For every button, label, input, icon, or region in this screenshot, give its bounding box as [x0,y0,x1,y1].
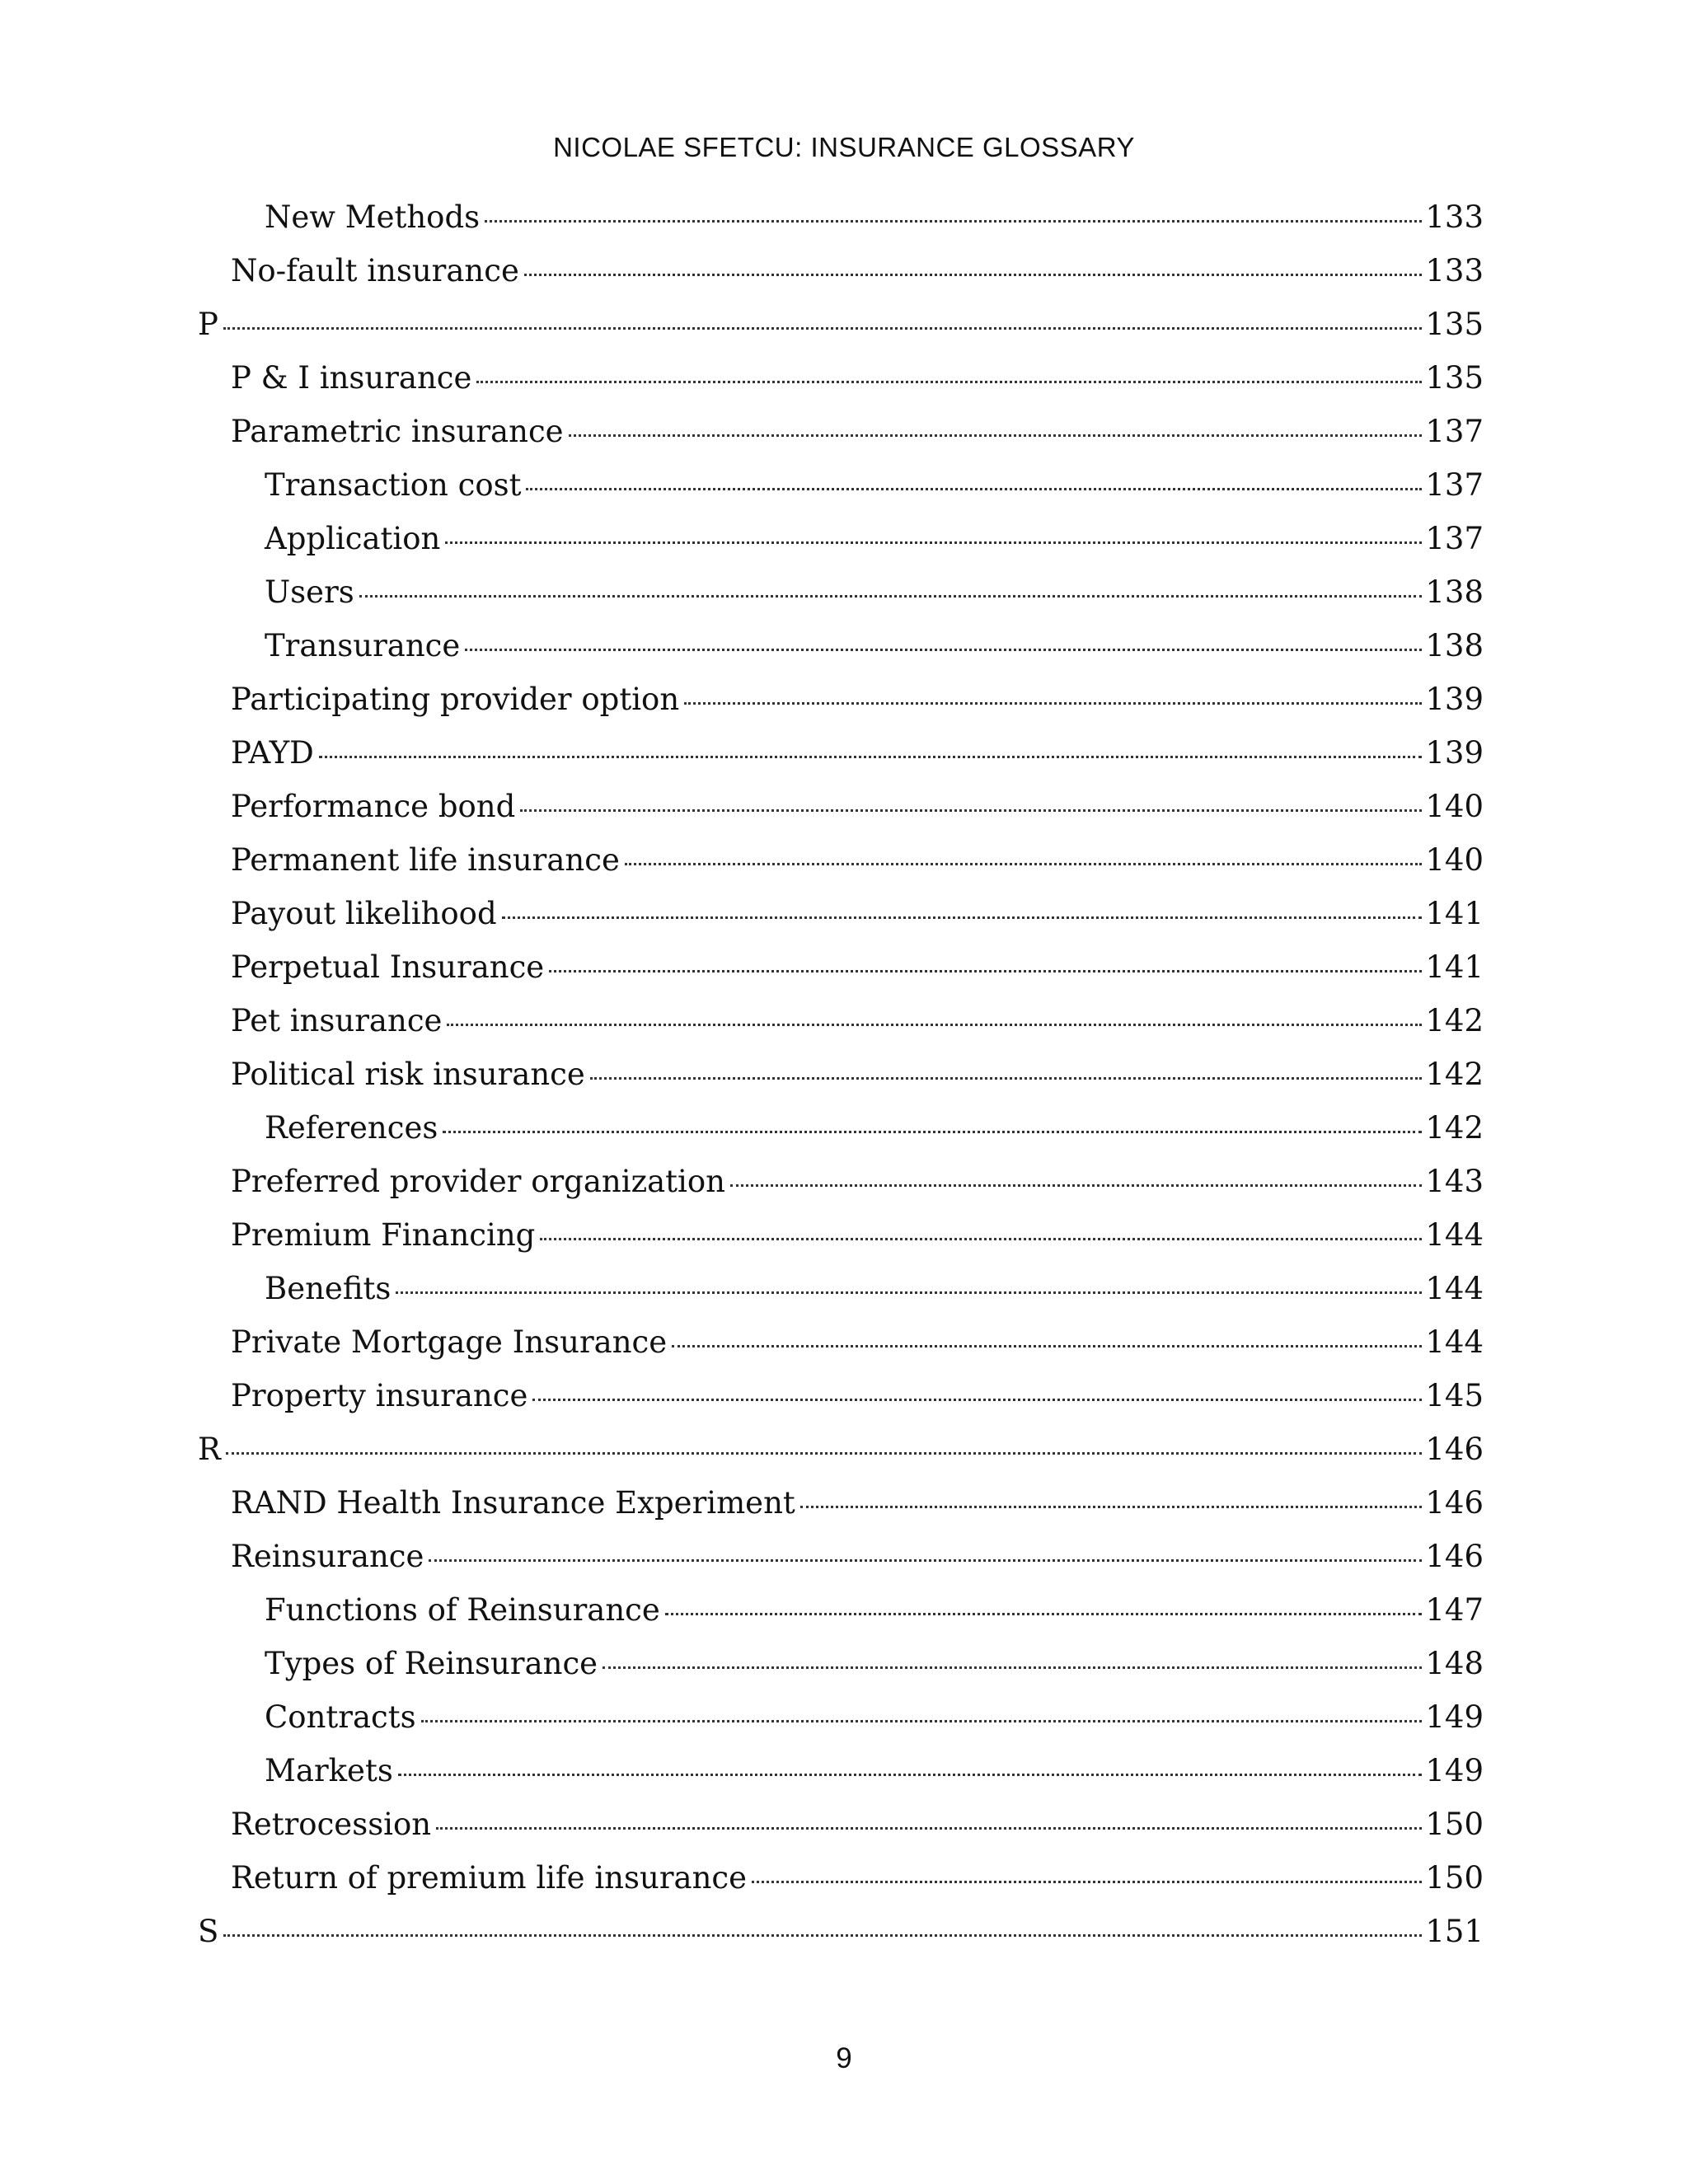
toc-entry[interactable] [198,1592,1484,1646]
dot-leader [398,1774,1423,1776]
toc-entry-title: Benefits [265,1271,392,1306]
dot-leader [443,1131,1422,1133]
toc-entry[interactable] [198,1110,1484,1164]
toc-entry-page: 143 [1425,1164,1484,1199]
dot-leader [421,1720,1423,1722]
toc-entry[interactable] [198,1057,1484,1110]
toc-entry-page: 148 [1425,1646,1484,1681]
toc-entry[interactable] [198,1753,1484,1807]
dot-leader [359,595,1423,598]
toc-entry-title: New Methods [265,199,481,235]
toc-entry-page: 135 [1425,360,1484,396]
dot-leader [526,488,1422,490]
toc-entry-title: RAND Health Insurance Experiment [231,1485,795,1521]
toc-entry-title: References [265,1110,438,1146]
toc-entry[interactable] [198,307,1484,360]
dot-leader [800,1506,1423,1508]
dot-leader [603,1666,1422,1669]
toc-entry-page: 140 [1425,842,1484,878]
toc-entry[interactable] [198,414,1484,467]
toc-entry-title: Premium Financing [231,1217,536,1253]
dot-leader [665,1613,1423,1615]
toc-entry-title: Retrocession [231,1807,432,1842]
toc-entry-title: S [198,1914,219,1949]
toc-entry-page: 145 [1425,1378,1484,1413]
toc-entry-page: 142 [1425,1057,1484,1092]
dot-leader [447,1024,1422,1026]
toc-entry-page: 138 [1425,574,1484,610]
dot-leader [223,1934,1422,1937]
dot-leader [436,1827,1422,1830]
toc-entry-page: 144 [1425,1217,1484,1253]
toc-entry-title: Permanent life insurance [231,842,620,878]
dot-leader [485,220,1422,223]
toc-entry-title: PAYD [231,735,314,771]
dot-leader [684,702,1422,705]
toc-entry-title: Functions of Reinsurance [265,1592,660,1628]
toc-entry-title: Private Mortgage Insurance [231,1324,668,1360]
toc-entry[interactable] [198,789,1484,842]
toc-entry[interactable] [198,682,1484,735]
toc-entry-page: 146 [1425,1432,1484,1467]
toc-entry[interactable] [198,1432,1484,1485]
toc-entry-title: Application [265,521,441,556]
toc-entry-page: 133 [1425,199,1484,235]
toc-entry-title: Participating provider option [231,682,680,717]
toc-entry-title: Parametric insurance [231,414,564,449]
toc-entry-page: 135 [1425,307,1484,342]
toc-entry[interactable] [198,842,1484,896]
dot-leader [569,434,1423,437]
toc-entry-title: No-fault insurance [231,253,519,288]
toc-entry[interactable] [198,574,1484,628]
toc-entry[interactable] [198,521,1484,574]
toc-entry-page: 140 [1425,789,1484,824]
toc-entry[interactable] [198,1271,1484,1324]
toc-entry-page: 142 [1425,1110,1484,1146]
toc-entry-title: Reinsurance [231,1539,424,1574]
dot-leader [625,863,1423,865]
dot-leader [502,916,1423,919]
toc-entry[interactable] [198,1003,1484,1057]
toc-entry[interactable] [198,1699,1484,1753]
toc-entry-page: 149 [1425,1699,1484,1735]
toc-entry-title: Transurance [265,628,461,663]
dot-leader [524,274,1423,276]
toc-entry-title: P & I insurance [231,360,472,396]
toc-entry-title: Preferred provider organization [231,1164,725,1199]
dot-leader [549,970,1422,972]
dot-leader [590,1077,1423,1080]
toc-entry-page: 150 [1425,1807,1484,1842]
toc-entry-title: P [198,307,218,342]
toc-entry-page: 144 [1425,1271,1484,1306]
toc-entry[interactable] [198,735,1484,789]
toc-entry-page: 142 [1425,1003,1484,1038]
toc-entry[interactable] [198,199,1484,253]
dot-leader [396,1291,1422,1294]
page-number: 9 [836,2042,852,2074]
toc-entry[interactable] [198,1378,1484,1432]
toc-entry[interactable] [198,628,1484,682]
dot-leader [319,756,1423,758]
toc-entry-page: 144 [1425,1324,1484,1360]
toc-entry-title: R [198,1432,221,1467]
toc-entry-page: 141 [1425,949,1484,985]
dot-leader [540,1238,1422,1240]
toc-entry[interactable] [198,1164,1484,1217]
dot-leader [672,1345,1422,1347]
dot-leader [226,1452,1423,1455]
toc-entry-page: 139 [1425,682,1484,717]
toc-entry[interactable] [198,1217,1484,1271]
dot-leader [532,1399,1422,1401]
toc-entry[interactable] [198,949,1484,1003]
toc-entry-title: Transaction cost [265,467,522,503]
toc-entry-page: 139 [1425,735,1484,771]
toc-entry-page: 149 [1425,1753,1484,1788]
toc-entry[interactable] [198,1324,1484,1378]
toc-entry-page: 150 [1425,1860,1484,1896]
toc-entry-page: 141 [1425,896,1484,931]
dot-leader [752,1881,1422,1883]
toc-entry-page: 151 [1425,1914,1484,1949]
toc-entry-title: Perpetual Insurance [231,949,545,985]
toc-entry-title: Political risk insurance [231,1057,585,1092]
dot-leader [445,541,1422,544]
toc-entry[interactable] [198,1914,1484,1967]
dot-leader [520,809,1422,812]
dot-leader [476,381,1422,383]
toc-entry-page: 146 [1425,1539,1484,1574]
toc-entry-title: Types of Reinsurance [265,1646,598,1681]
toc-entry[interactable] [198,896,1484,949]
toc-entry-page: 137 [1425,414,1484,449]
running-header: NICOLAE SFETCU: INSURANCE GLOSSARY [553,132,1135,162]
toc-entry[interactable] [198,1860,1484,1914]
toc-entry-title: Payout likelihood [231,896,497,931]
dot-leader [223,327,1422,330]
toc-entry-title: Contracts [265,1699,416,1735]
toc-entry-page: 133 [1425,253,1484,288]
dot-leader [429,1559,1422,1562]
toc-entry-title: Pet insurance [231,1003,443,1038]
toc-entry-page: 146 [1425,1485,1484,1521]
toc-entry[interactable] [198,1646,1484,1699]
table-of-contents [198,199,1484,1967]
toc-entry-title: Return of premium life insurance [231,1860,748,1896]
toc-entry-title: Performance bond [231,789,516,824]
toc-entry[interactable] [198,360,1484,414]
toc-entry[interactable] [198,1807,1484,1860]
toc-entry[interactable] [198,467,1484,521]
toc-entry-title: Markets [265,1753,393,1788]
dot-leader [730,1184,1422,1187]
dot-leader [465,649,1422,651]
toc-entry-title: Users [265,574,354,610]
toc-entry[interactable] [198,1485,1484,1539]
toc-entry-page: 137 [1425,467,1484,503]
toc-entry[interactable] [198,253,1484,307]
toc-entry-page: 138 [1425,628,1484,663]
toc-entry-page: 147 [1425,1592,1484,1628]
toc-entry-title: Property insurance [231,1378,528,1413]
toc-entry[interactable] [198,1539,1484,1592]
toc-entry-page: 137 [1425,521,1484,556]
